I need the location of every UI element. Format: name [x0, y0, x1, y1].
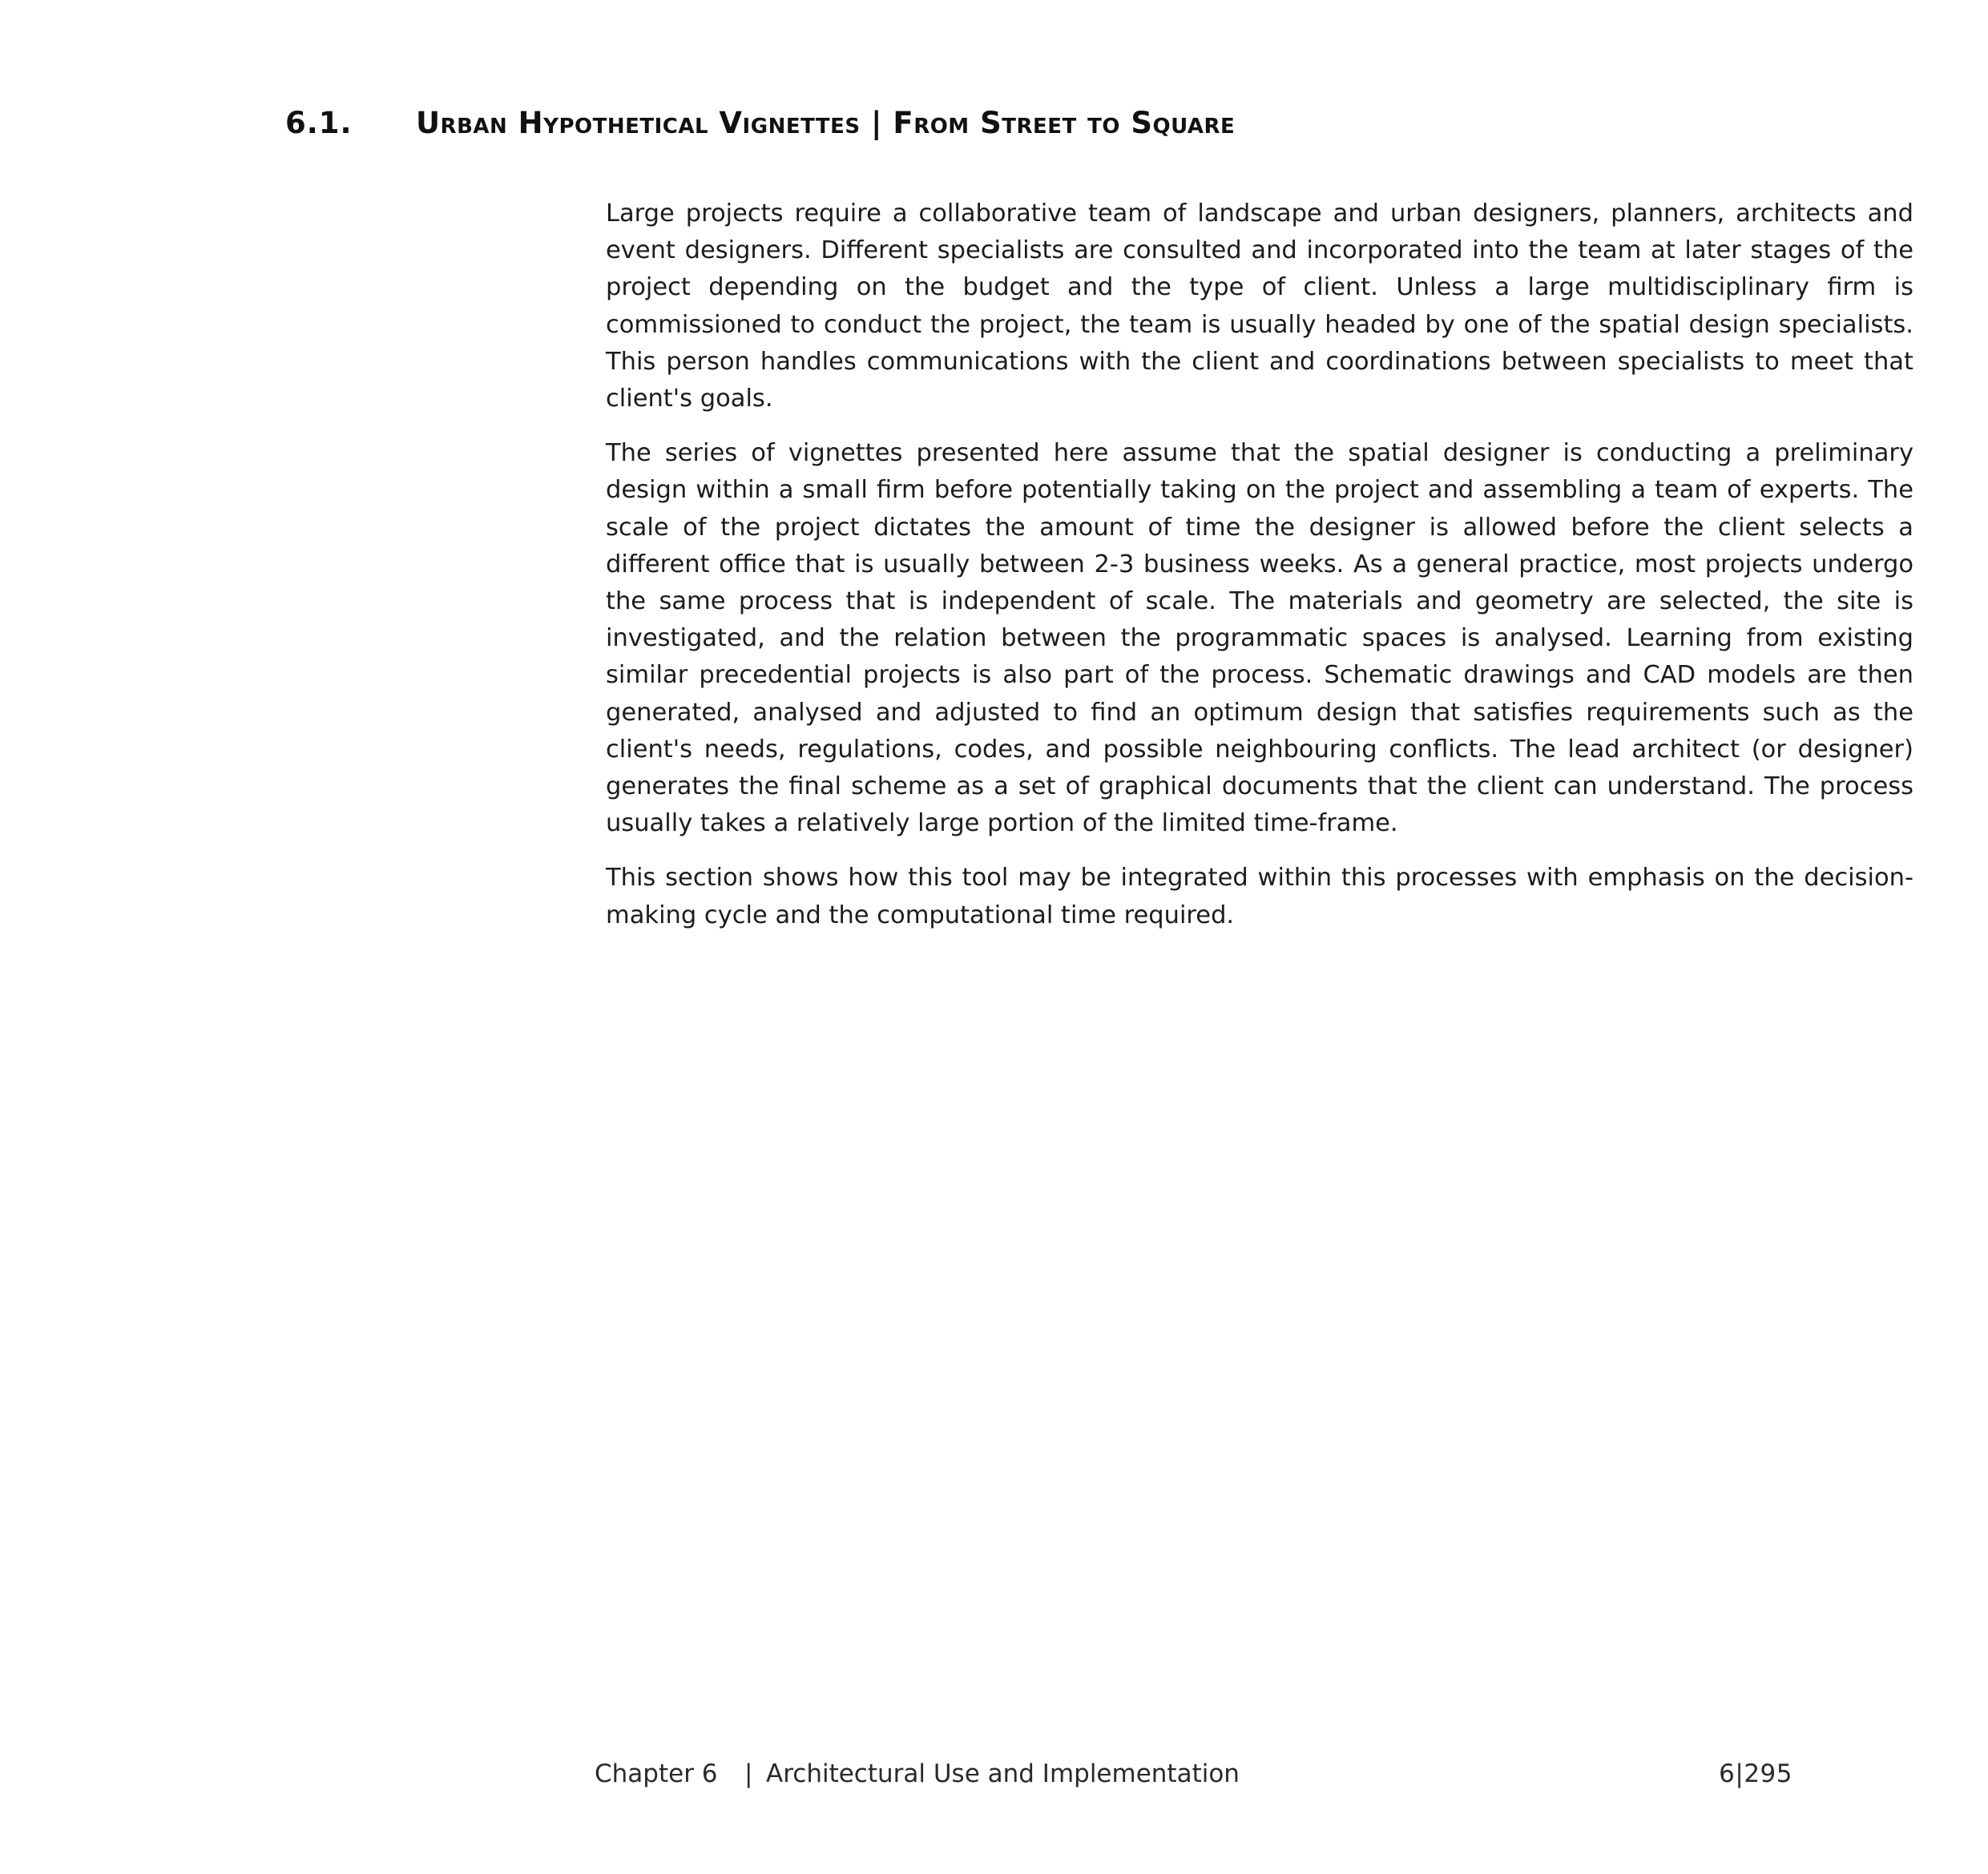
section-heading	[285, 106, 1808, 146]
footer-separator: |	[744, 1759, 753, 1788]
paragraph-1: Large projects require a collaborative team of landscape and urban designers, planners, architects and event designers. Different specialists are consulted and incorporated into the team at later stages of the project depending on the budget and the type of client. Unless a large multidisciplinary firm is commissioned to conduct the project, the team is usually headed by one of the spatial design specialists. This person handles communications with the client and coordinations between specialists to meet that client's goals.	[606, 199, 1913, 413]
section-title: Urban Hypothetical Vignettes | From Street to Square	[416, 106, 1236, 140]
body-text	[606, 195, 1913, 952]
page-number: 6|295	[1719, 1759, 1792, 1788]
footer-chapter-label: Chapter 6	[595, 1759, 718, 1788]
footer-chapter-title: Architectural Use and Implementation	[766, 1759, 1240, 1788]
paragraph-3: This section shows how this tool may be integrated within this processes with emphasis on the decision-making cycle and the computational time required.	[606, 864, 1913, 929]
paragraph-2: The series of vignettes presented here assume that the spatial designer is conducting a preliminary design within a small firm before potentially taking on the project and assembling a team of experts. The scale of the project dictates the amount of time the designer is allowed before the client selects a different office that is usually between 2-3 business weeks. As a general practice, most projects undergo the same process that is independent of scale. The materials and geometry are selected, the site is investigated, and the relation between the programmatic spaces is analysed. Learning from existing similar precedential projects is also part of the process. Schematic drawings and CAD models are then generated, analysed and adjusted to find an optimum design that satisfies requirements such as the client's needs, regulations, codes, and possible neighbouring conflicts. The lead architect (or designer) generates the final scheme as a set of graphical documents that the client can understand. The process usually takes a relatively large portion of the limited time-frame.	[606, 439, 1913, 838]
section-number: 6.1.	[285, 106, 353, 140]
page-footer	[595, 1759, 1792, 1796]
